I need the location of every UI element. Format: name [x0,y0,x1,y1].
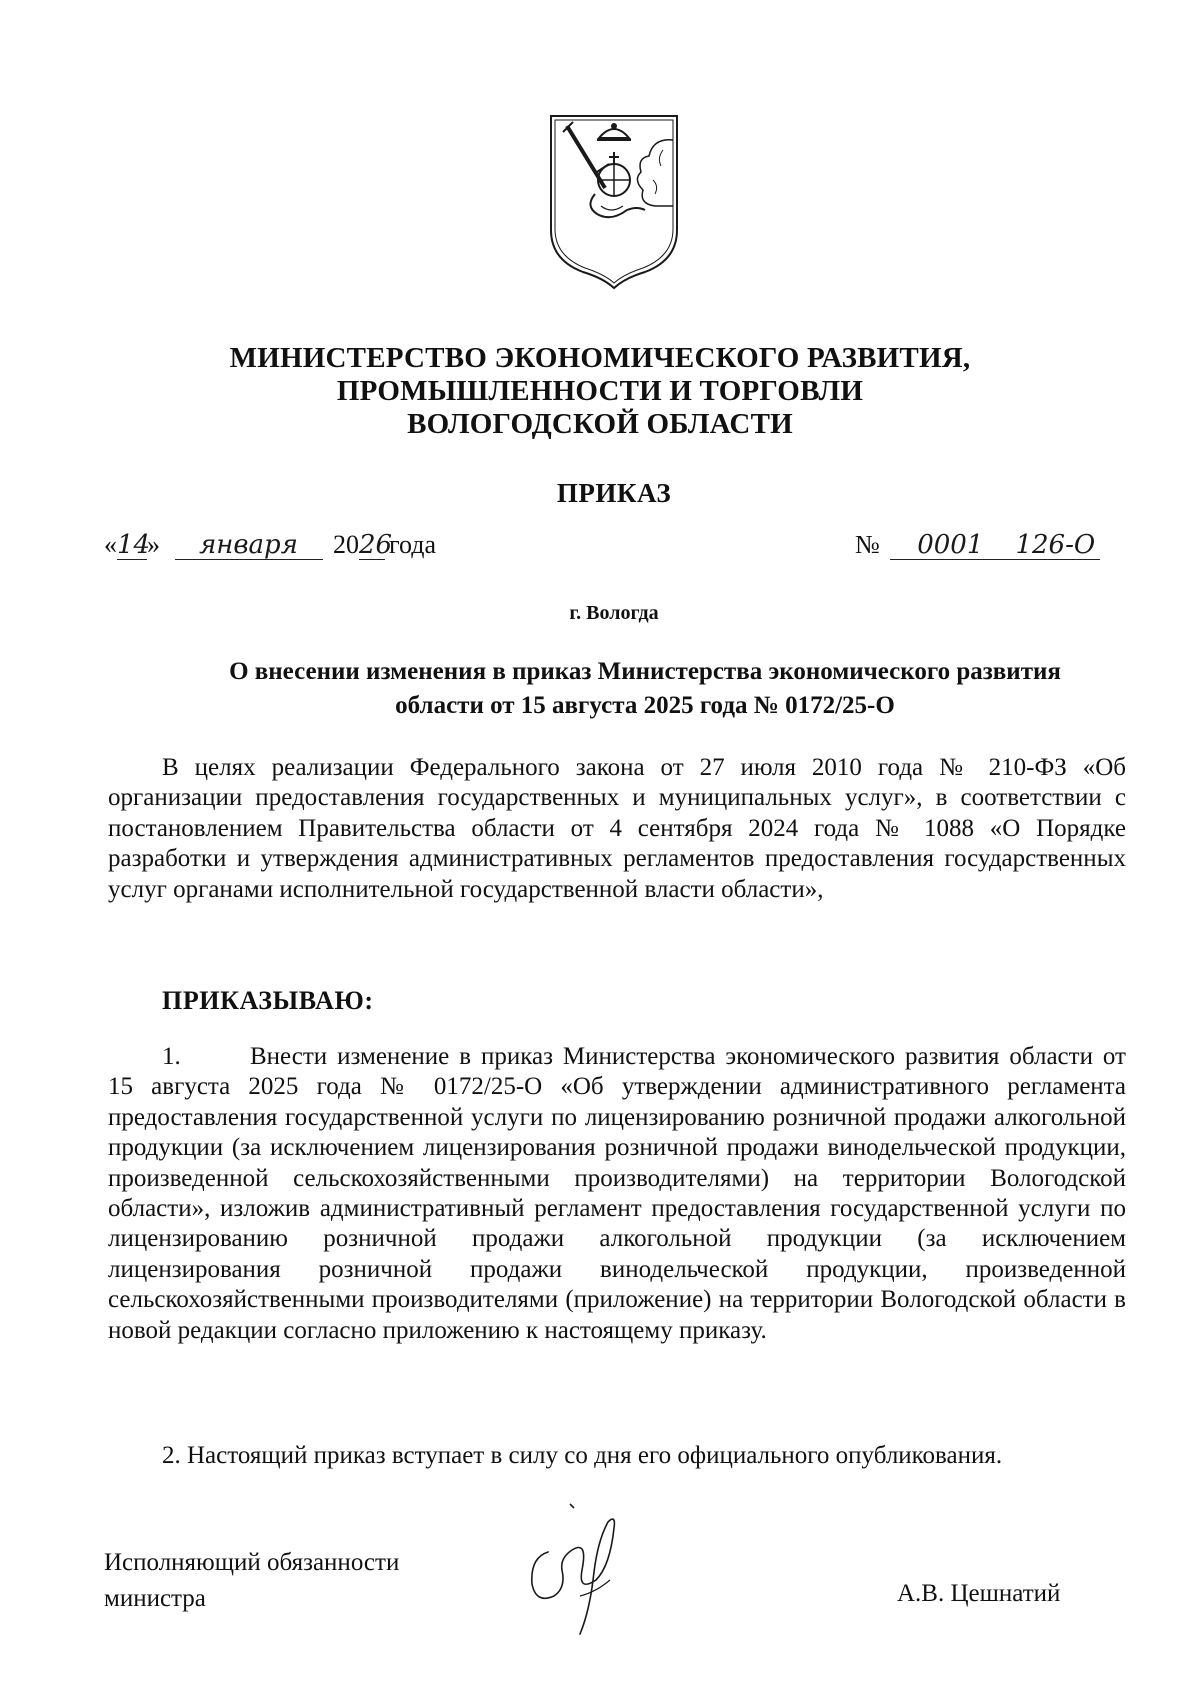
subject-line-2: области от 15 августа 2025 года № 0172/25-О [395,692,895,719]
order-item-1 [108,1042,1126,1346]
date-month: января [175,531,323,560]
date-open-quote: « [104,530,117,559]
coat-of-arms-emblem [545,110,683,290]
city-line: г. Вологда [569,602,659,624]
position-line-2: министра [104,1585,206,1612]
number-label: № [855,530,880,559]
position-line-1: Исполняющий обязанности [104,1549,400,1576]
order-word: ПРИКАЗЫВАЮ: [162,986,374,1015]
preamble-text: В целях реализации Федерального закона от 27 июля 2010 года № 210-ФЗ «Об организации предоставления государственных и муниципальных услуг», в соответствии с постановлением Правительства области от 4 сентября 2024 года № 1088 «О Порядке разработки и утверждения административных регламентов предоставления государственных услуг органами исполнительной государственной власти области», [108,754,1126,903]
number-part-1: 0001 [890,531,1010,560]
item-1-text: Внести изменение в приказ Министерства экономического развития области от 15 августа 2025 года № 0172/25-О «Об утверждении административного регламента предоставления государственной услуги по лицензированию розничной продажи алкогольной продукции (за исключением лицензирования розничной продажи винодельческой продукции, произведенной сельскохозяйственными производителями) на территории Вологодской области», изложив административный регламент предоставления государственной услуги по лицензированию розничной продажи алкогольной продукции (за исключением лицензирования розничной продажи винодельческой продукции, произведенной сельскохозяйственными производителями (приложение) на территории Вологодской области в новой редакции согласно приложению к настоящему приказу. [108,1043,1126,1344]
date-year-word: года [389,530,437,559]
item-2-text: Настоящий приказ вступает в силу со дня его официального опубликования. [187,1442,1003,1469]
date-day: 14 [117,530,151,560]
handwritten-signature [510,1500,640,1640]
order-subject [160,655,1130,723]
order-date [104,530,436,574]
preamble-paragraph [108,753,1126,905]
item-1-number: 1. [162,1043,181,1070]
number-part-2: 126-О [1010,531,1100,560]
ministry-line-1: МИНИСТЕРСТВО ЭКОНОМИЧЕСКОГО РАЗВИТИЯ, [229,342,971,374]
signatory-name: А.В. Цешнатий [897,1580,1061,1607]
date-year-suffix: 26 [359,530,393,560]
subject-line-1: О внесении изменения в приказ Министерства экономического развития [229,658,1061,685]
date-close-quote: » [147,530,160,559]
signatory-position [104,1545,399,1617]
ministry-header [0,342,1200,441]
order-number [855,530,1100,560]
date-year-prefix: 20 [333,530,359,559]
item-2-number: 2. [162,1442,181,1469]
ministry-line-2: ПРОМЫШЛЕННОСТИ И ТОРГОВЛИ [336,375,864,407]
ministry-line-3: ВОЛОГОДСКОЙ ОБЛАСТИ [407,408,793,440]
order-item-2 [162,1441,1142,1471]
document-type-title: ПРИКАЗ [556,478,672,508]
